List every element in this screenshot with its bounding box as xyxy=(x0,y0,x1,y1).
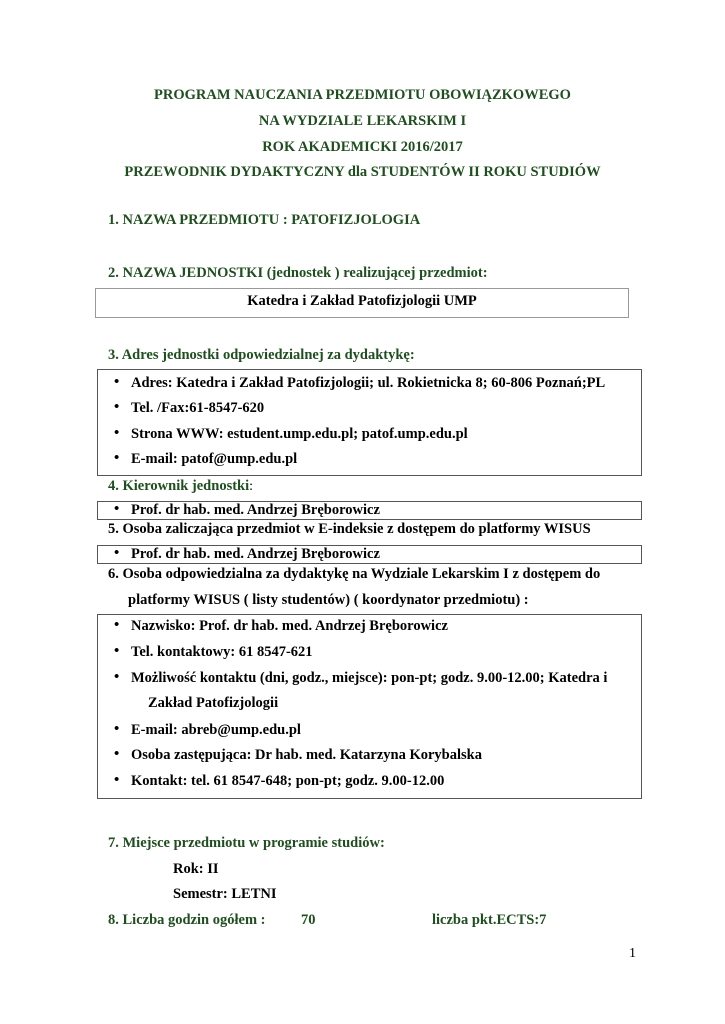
coordinator-phone-item: • Tel. kontaktowy: 61 8547-621 xyxy=(131,644,313,661)
unit-name: Katedra i Zakład Patofizjologii UMP xyxy=(247,293,477,309)
header-line-1: PROGRAM NAUCZANIA PRZEDMIOTU OBOWIĄZKOWEGO xyxy=(154,87,571,103)
section-6-heading-line-1: 6. Osoba odpowiedzialna za dydaktykę na Wydziale Lekarskim I z dostępem do xyxy=(108,566,601,582)
section-6-heading-line-2: platformy WISUS ( listy studentów) ( koordynator przedmiotu) : xyxy=(128,592,529,608)
header-line-2: NA WYDZIALE LEKARSKIM I xyxy=(258,113,467,129)
section-4-heading: 4. Kierownik jednostki: xyxy=(108,478,254,494)
deputy-item: • Osoba zastępująca: Dr hab. med. Katarzyna Korybalska xyxy=(131,747,482,764)
header-line-3: ROK AKADEMICKI 2016/2017 xyxy=(262,139,463,155)
examiner-item: • Prof. dr hab. med. Andrzej Bręborowicz xyxy=(131,546,380,563)
email-item: • E-mail: patof@ump.edu.pl xyxy=(131,451,297,468)
section-2-heading: 2. NAZWA JEDNOSTKI (jednostek ) realizującej przedmiot: xyxy=(108,265,488,281)
address-item: • Adres: Katedra i Zakład Patofizjologii; ul. Rokietnicka 8; 60-806 Poznań;PL xyxy=(131,375,605,392)
contact-hours-continued: Zakład Patofizjologii xyxy=(148,695,279,711)
section-3-heading: 3. Adres jednostki odpowiedzialnej za dydaktykę: xyxy=(108,347,415,363)
contact-hours-item: • Możliwość kontaktu (dni, godz., miejsce): pon-pt; godz. 9.00-12.00; Katedra i xyxy=(131,670,607,687)
deputy-contact-item: • Kontakt: tel. 61 8547-648; pon-pt; godz. 9.00-12.00 xyxy=(131,773,444,790)
total-hours-value: 70 xyxy=(301,912,316,928)
coordinator-name-item: • Nazwisko: Prof. dr hab. med. Andrzej Bręborowicz xyxy=(131,618,448,635)
phone-item: • Tel. /Fax:61-8547-620 xyxy=(131,400,264,417)
coordinator-email-item: • E-mail: abreb@ump.edu.pl xyxy=(131,722,301,739)
website-item: • Strona WWW: estudent.ump.edu.pl; patof.ump.edu.pl xyxy=(131,426,468,443)
year-value: Rok: II xyxy=(173,861,219,877)
section-5-heading: 5. Osoba zaliczająca przedmiot w E-indeksie z dostępem do platformy WISUS xyxy=(108,521,591,537)
section-7-heading: 7. Miejsce przedmiotu w programie studiów: xyxy=(108,835,385,851)
head-of-unit-item: • Prof. dr hab. med. Andrzej Bręborowicz xyxy=(131,502,380,519)
ects-points: liczba pkt.ECTS:7 xyxy=(432,912,547,928)
header-line-4: PRZEWODNIK DYDAKTYCZNY dla STUDENTÓW II ROKU STUDIÓW xyxy=(124,164,601,180)
section-1-heading: 1. NAZWA PRZEDMIOTU : PATOFIZJOLOGIA xyxy=(108,212,421,228)
total-hours-label: 8. Liczba godzin ogółem : xyxy=(108,912,266,928)
page-number: 1 xyxy=(629,946,636,961)
semester-value: Semestr: LETNI xyxy=(173,886,277,902)
